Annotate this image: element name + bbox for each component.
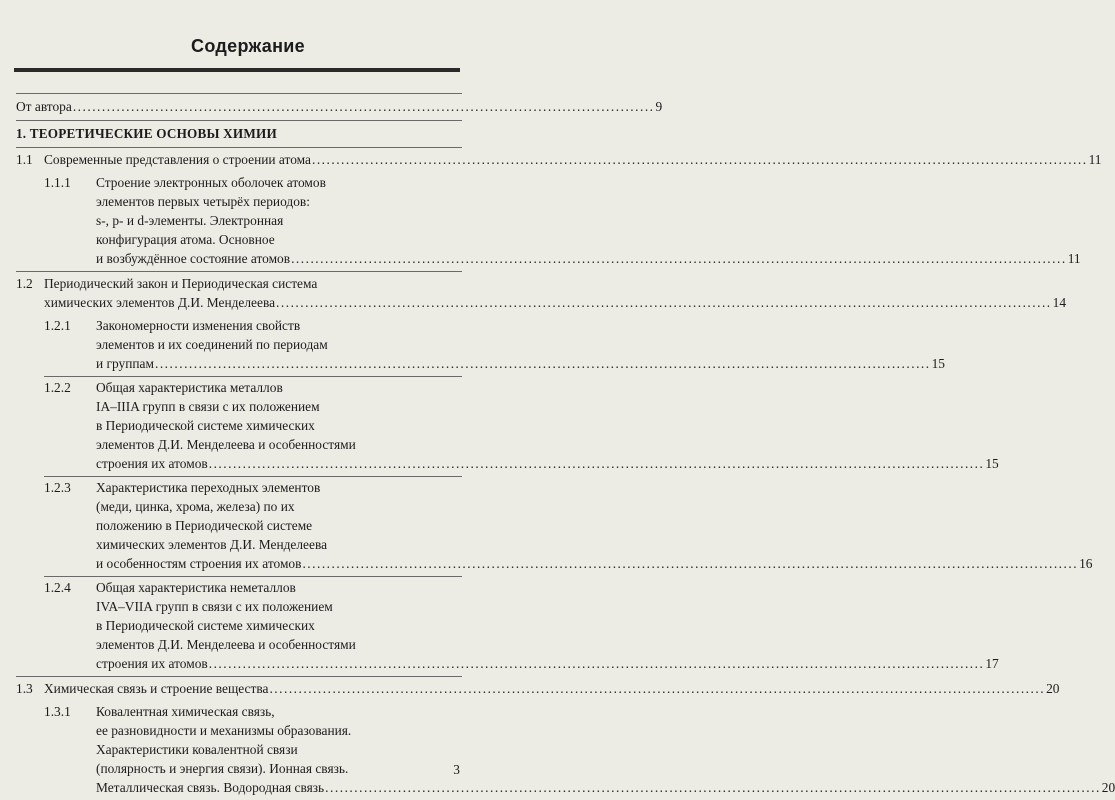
toc-entry-line: элементов первых четырёх периодов:: [96, 194, 310, 209]
toc-entry-1-2-3: [16, 477, 1093, 576]
toc-entry-page: 9: [655, 99, 663, 114]
toc-entry-page: 11: [1088, 152, 1102, 167]
toc-entry-1-1: [16, 148, 1102, 172]
toc-entry-page: 17: [985, 656, 999, 671]
toc-entry-line: Общая характеристика неметаллов: [96, 580, 296, 595]
toc-entry-1-2-1: [16, 315, 945, 376]
toc-entry-page: 15: [931, 356, 945, 371]
toc-entry-1-2-2: [16, 377, 999, 476]
toc-entry-number: 1.3.1: [44, 704, 71, 719]
toc-entry-line: IA–IIIA групп в связи с их положением: [96, 399, 320, 414]
toc-entry-1-2: [16, 272, 1067, 315]
leader-dots: ................................................................................................................................................................: [291, 251, 1067, 266]
toc-entry-number: 1.2.2: [44, 380, 71, 395]
toc-entry-line: положению в Периодической системе: [96, 518, 313, 533]
toc-entry-line: Характеристика переходных элементов: [96, 480, 321, 495]
leader-dots: ................................................................................................................................................................: [302, 556, 1079, 571]
toc-entry-page: 16: [1079, 556, 1093, 571]
toc-entry-line: конфигурация атома. Основное: [96, 232, 275, 247]
toc-entry-number: 1.2.3: [44, 480, 71, 495]
toc-entry-line: Ковалентная химическая связь,: [96, 704, 275, 719]
toc-entry-line: IVA–VIIA групп в связи с их положением: [96, 599, 333, 614]
leader-dots: ................................................................................................................................................................: [154, 356, 931, 371]
toc-entry-page: 11: [1067, 251, 1081, 266]
title-rule: [14, 68, 460, 72]
toc-section-heading: [16, 121, 462, 147]
toc-entry-line: элементов Д.И. Менделеева и особенностями: [96, 437, 356, 452]
page-number: 3: [453, 762, 460, 777]
toc-entry-page: 20: [1101, 780, 1115, 795]
leader-dots: ........................................................................................................................: [72, 99, 655, 114]
toc-entry-line: в Периодической системе химических: [96, 418, 315, 433]
toc-entry-title: строения их атомов: [96, 656, 208, 671]
toc-entry-line: (меди, цинка, хрома, железа) по их: [96, 499, 295, 514]
toc-entry-number: 1.2.1: [44, 318, 71, 333]
toc-entry-title: химических элементов Д.И. Менделеева: [44, 295, 276, 310]
toc-entry-number: 1.3: [16, 681, 33, 696]
toc-entry-title: и группам: [96, 356, 154, 371]
leader-dots: ................................................................................................................................................................: [311, 152, 1088, 167]
toc-entry-title: Металлическая связь. Водородная связь: [96, 780, 325, 795]
toc-entry-title: От автора: [16, 99, 72, 114]
toc-entry-title: и особенностям строения их атомов: [96, 556, 302, 571]
toc-entry-number: 1.2: [16, 276, 33, 291]
leader-dots: ................................................................................................................................................................: [208, 656, 985, 671]
toc-entry-page: 15: [985, 456, 999, 471]
section-title: 1. ТЕОРЕТИЧЕСКИЕ ОСНОВЫ ХИМИИ: [16, 126, 277, 141]
toc-entry-line: s-, p- и d-элементы. Электронная: [96, 213, 284, 228]
leader-dots: ................................................................................................................................................................: [325, 780, 1101, 795]
toc-entry-line: Общая характеристика металлов: [96, 380, 283, 395]
toc-entry-title: и возбуждённое состояние атомов: [96, 251, 291, 266]
toc-entry-number: 1.1.1: [44, 175, 71, 190]
toc-entry-line: (полярность и энергия связи). Ионная связь.: [96, 761, 349, 776]
leader-dots: ................................................................................................................................................................: [208, 456, 985, 471]
toc-entry-number: 1.1: [16, 152, 33, 167]
toc-entry-line: в Периодической системе химических: [96, 618, 315, 633]
toc-entry-line: Строение электронных оболочек атомов: [96, 175, 326, 190]
toc-entry-page: 20: [1046, 681, 1060, 696]
toc-entry-1-2-4: [16, 577, 999, 676]
leader-dots: ................................................................................................................................................................: [276, 295, 1052, 310]
toc-entry-1-1-1: [16, 172, 1081, 271]
toc-entry-author: [16, 94, 663, 120]
toc-entry-line: химических элементов Д.И. Менделеева: [96, 537, 328, 552]
toc-entry-title: Химическая связь и строение вещества: [44, 681, 269, 696]
toc-entry-page: 14: [1052, 295, 1067, 310]
page-title: Содержание: [191, 36, 305, 56]
toc-entry-number: 1.2.4: [44, 580, 71, 595]
toc-entry-line: Периодический закон и Периодическая система: [44, 276, 318, 291]
toc-entry-line: элементов Д.И. Менделеева и особенностями: [96, 637, 356, 652]
toc-entry-title: Современные представления о строении атома: [44, 152, 311, 167]
toc-entry-title: строения их атомов: [96, 456, 208, 471]
toc-entry-line: ее разновидности и механизмы образования.: [96, 723, 352, 738]
leader-dots: ................................................................................................................................................................: [269, 681, 1046, 696]
toc-entry-1-3: [16, 677, 1060, 701]
toc-entry-line: элементов и их соединений по периодам: [96, 337, 328, 352]
toc-entry-line: Характеристики ковалентной связи: [96, 742, 298, 757]
table-of-contents: [16, 93, 1115, 800]
toc-entry-1-3-1: [16, 701, 1115, 800]
toc-entry-line: Закономерности изменения свойств: [96, 318, 301, 333]
